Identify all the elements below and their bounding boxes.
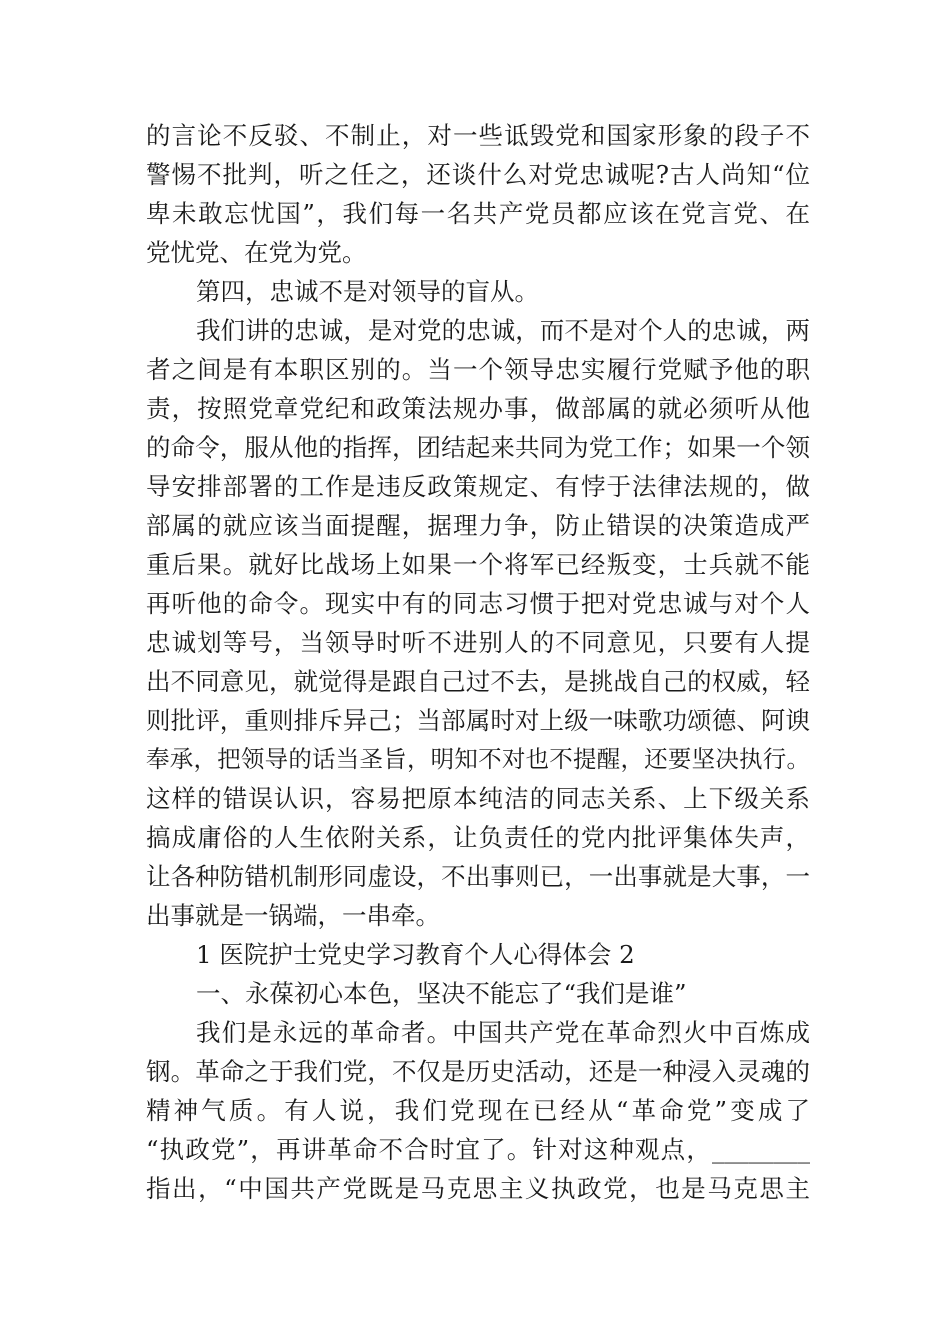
text-line: 部属的就应该当面提醒，据理力争，防止错误的决策造成严 <box>146 511 810 540</box>
text-line: 我们讲的忠诚，是对党的忠诚，而不是对个人的忠诚，两 <box>196 316 810 345</box>
section-heading: 第四，忠诚不是对领导的盲从。 <box>196 277 539 306</box>
text-line: 重后果。就好比战场上如果一个将军已经叛变，士兵就不能 <box>146 550 810 579</box>
text-line: 者之间是有本职区别的。当一个领导忠实履行党赋予他的职 <box>146 355 810 384</box>
text-line: 钢。革命之于我们党，不仅是历史活动，还是一种浸入灵魂的 <box>146 1057 810 1086</box>
document-title: 1 医院护士党史学习教育个人心得体会 2 <box>196 940 635 969</box>
text-line: 的命令，服从他的指挥，团结起来共同为党工作；如果一个领 <box>146 433 810 462</box>
document-body <box>146 116 810 1208</box>
text-line: 导安排部署的工作是违反政策规定、有悖于法律法规的，做 <box>146 472 810 501</box>
text-line: 出事就是一锅端，一串牵。 <box>146 901 440 930</box>
text-line: 的言论不反驳、不制止，对一些诋毁党和国家形象的段子不 <box>146 121 810 150</box>
text-line: 我们是永远的革命者。中国共产党在革命烈火中百炼成 <box>196 1018 810 1047</box>
text-line: 警惕不批判，听之任之，还谈什么对党忠诚呢?古人尚知“位 <box>146 160 810 189</box>
text-line: 责，按照党章党纪和政策法规办事，做部属的就必须听从他 <box>146 394 810 423</box>
text-line: “执政党”，再讲革命不合时宜了。针对这种观点，________ <box>146 1135 810 1164</box>
text-line: 这样的错误认识，容易把原本纯洁的同志关系、上下级关系 <box>146 784 810 813</box>
text-line: 奉承，把领导的话当圣旨，明知不对也不提醒，还要坚决执行。 <box>146 745 810 773</box>
text-line: 卑未敢忘忧国”，我们每一名共产党员都应该在党言党、在 <box>146 199 810 228</box>
text-line: 指出，“中国共产党既是马克思主义执政党，也是马克思主 <box>146 1174 810 1203</box>
text-line: 再听他的命令。现实中有的同志习惯于把对党忠诚与对个人 <box>146 589 810 618</box>
text-line: 让各种防错机制形同虚设，不出事则已，一出事就是大事，一 <box>146 862 810 891</box>
text-line: 党忧党、在党为党。 <box>146 238 367 267</box>
text-line: 搞成庸俗的人生依附关系，让负责任的党内批评集体失声， <box>146 823 810 852</box>
text-line: 出不同意见，就觉得是跟自己过不去，是挑战自己的权威，轻 <box>146 667 810 696</box>
section-heading: 一、永葆初心本色，坚决不能忘了“我们是谁” <box>196 979 687 1008</box>
text-line: 则批评，重则排斥异己；当部属时对上级一味歌功颂德、阿谀 <box>146 706 810 735</box>
text-line: 忠诚划等号，当领导时听不进别人的不同意见，只要有人提 <box>146 628 810 657</box>
text-line: 精神气质。有人说，我们党现在已经从“革命党”变成了 <box>146 1096 810 1125</box>
